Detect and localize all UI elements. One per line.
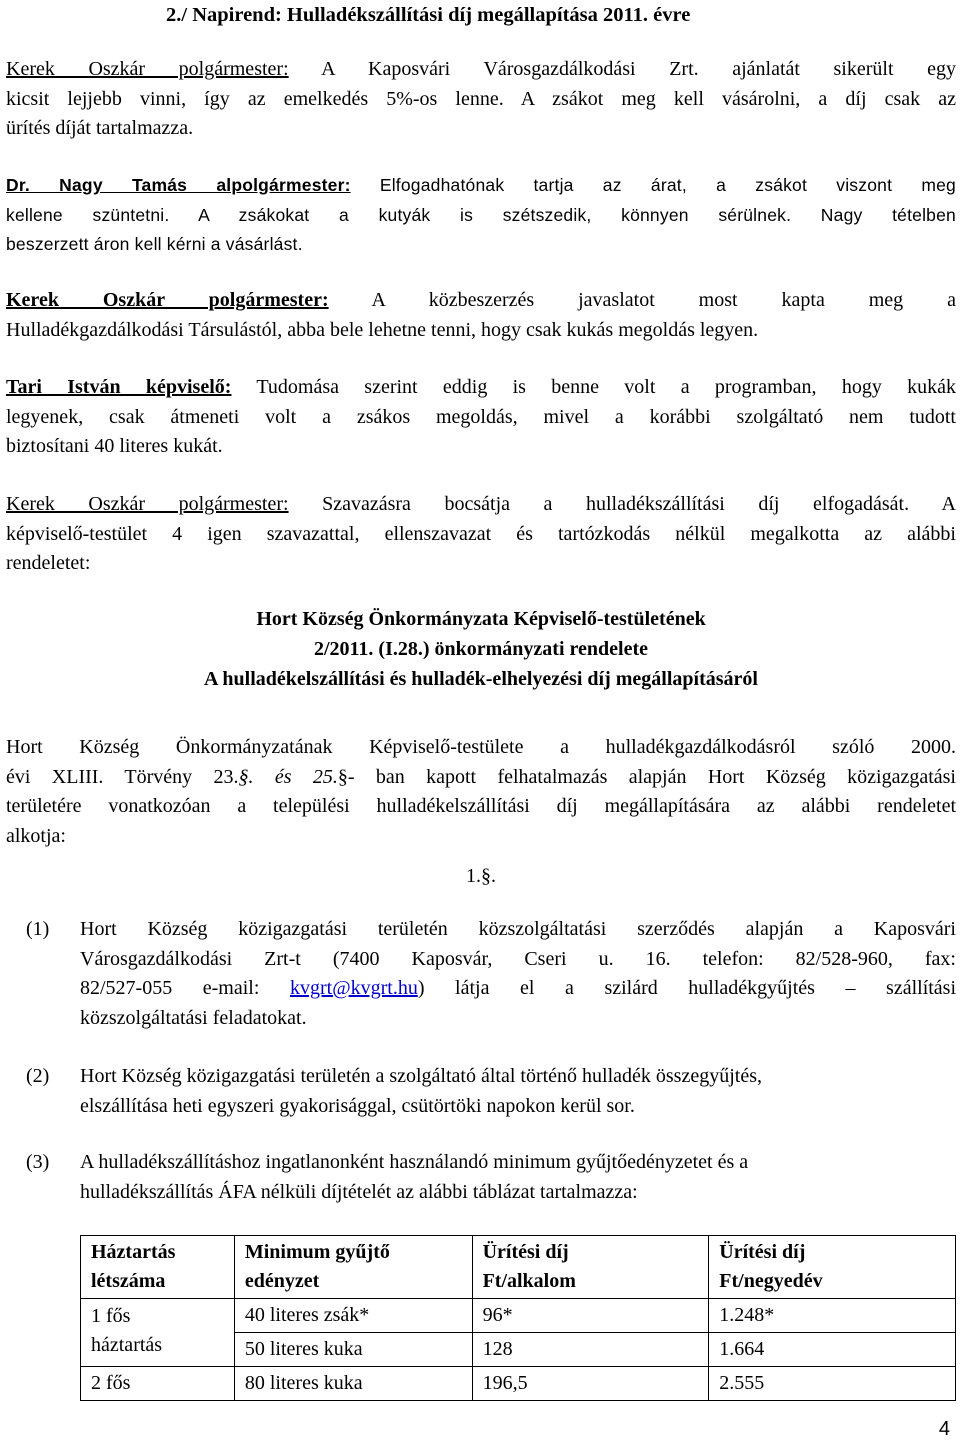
list-marker: (1) xyxy=(26,918,50,940)
paragraph-line xyxy=(6,373,956,403)
paragraph-line: A hulladékszállításhoz ingatlanonként használandó minimum gyűjtőedényzetet és a xyxy=(80,1151,749,1173)
paragraph-line: területére vonatkozóan a települési hulladékelszállítási díj megállapítására az alábbi rendeletet xyxy=(6,795,956,817)
preamble xyxy=(6,733,956,851)
column-header-line: Ft/negyedév xyxy=(719,1270,823,1292)
paragraph-text: 82/527-055 e-mail: xyxy=(80,977,260,999)
table-cell: 128 xyxy=(472,1333,709,1367)
fee-table xyxy=(80,1235,956,1401)
decree-subject: A hulladékelszállítási és hulladék-elhelyezési díj megállapításáról xyxy=(204,668,758,690)
paragraph-deputy-mayor xyxy=(6,171,956,260)
table-cell: 1.664 xyxy=(709,1333,956,1367)
paragraph-line xyxy=(6,55,956,85)
paragraph-line: beszerzett áron kell kérni a vásárlást. xyxy=(6,234,303,254)
column-header-line: Minimum gyűjtő xyxy=(244,1241,390,1263)
paragraph-line: legyenek, csak átmeneti volt a zsákos megoldás, mivel a korábbi szolgáltató nem tudott xyxy=(6,405,956,428)
paragraph-line: képviselő-testület 4 igen szavazattal, ellenszavazat és tartózkodás nélkül megalkotta az alábbi xyxy=(6,522,956,545)
table-cell: 1.248* xyxy=(709,1299,956,1333)
cell-line: háztartás xyxy=(91,1334,163,1356)
list-marker: (3) xyxy=(26,1151,50,1173)
agenda-heading: 2./ Napirend: Hulladékszállítási díj megállapítása 2011. évre xyxy=(166,4,691,26)
paragraph-mayor-3 xyxy=(6,490,956,579)
table-cell: 50 literes kuka xyxy=(234,1333,472,1367)
table-cell: 80 literes kuka xyxy=(234,1367,472,1401)
column-header-line: Háztartás xyxy=(91,1241,176,1263)
speaker-label: Dr. Nagy Tamás alpolgármester: xyxy=(6,175,351,195)
paragraph-line xyxy=(80,974,956,1004)
paragraph-line: kellene szüntetni. A zsákokat a kutyák is szétszedik, könnyen sérülnek. Nagy tételben xyxy=(6,204,956,225)
paragraph-line: biztosítani 40 literes kukát. xyxy=(6,435,223,457)
column-header xyxy=(81,1236,235,1299)
table-row xyxy=(81,1299,956,1333)
section-number: 1.§. xyxy=(466,865,496,887)
paragraph-text: §- ban kapott felhatalmazás alapján Hort Község közigazgatási xyxy=(337,765,956,788)
paragraph-line xyxy=(6,763,956,793)
page-number: 4 xyxy=(938,1418,950,1440)
list-marker: (2) xyxy=(26,1065,50,1087)
column-header xyxy=(472,1236,709,1299)
paragraph-line xyxy=(6,286,956,316)
paragraph-line: alkotja: xyxy=(6,824,66,847)
paragraph-representative xyxy=(6,373,956,462)
speaker-label: Kerek Oszkár polgármester: xyxy=(6,289,329,311)
speaker-label: Tari István képviselő: xyxy=(6,376,232,398)
paragraph-line: Hort Község közigazgatási területén a szolgáltató által történő hulladék összegyűjtés, xyxy=(80,1065,762,1087)
paragraph-text: Elfogadhatónak tartja az árat, a zsákot viszont meg xyxy=(379,175,956,195)
table-header-row xyxy=(81,1236,956,1299)
paragraph-text: évi XLIII. Törvény 23. xyxy=(6,765,239,788)
paragraph-text: A Kaposvári Városgazdálkodási Zrt. ajánlatát sikerült egy xyxy=(321,58,956,80)
list-item-body xyxy=(80,915,956,1033)
paragraph-text: Tudomása szerint eddig is benne volt a programban, hogy kukák xyxy=(256,376,956,398)
table-row xyxy=(81,1367,956,1401)
decree-title xyxy=(6,604,956,694)
speaker-label: Kerek Oszkár polgármester: xyxy=(6,58,289,80)
paragraph-line xyxy=(6,490,956,520)
column-header-line: Ürítési díj xyxy=(719,1241,806,1263)
list-item-body xyxy=(80,1148,956,1207)
column-header xyxy=(709,1236,956,1299)
paragraph-line: elszállítása heti egyszeri gyakorisággal, csütörtöki napokon kerül sor. xyxy=(80,1094,635,1117)
column-header xyxy=(234,1236,472,1299)
list-item-body xyxy=(80,1062,956,1121)
paragraph-line: ürítés díját tartalmazza. xyxy=(6,117,194,139)
table-cell: 40 literes zsák* xyxy=(234,1299,472,1333)
paragraph-mayor-2 xyxy=(6,286,956,345)
column-header-line: létszáma xyxy=(91,1270,166,1292)
table-cell: 196,5 xyxy=(472,1367,709,1401)
paragraph-text: A közbeszerzés javaslatot most kapta meg a xyxy=(371,289,956,311)
paragraph-text: Szavazásra bocsátja a hulladékszállítási díj elfogadását. A xyxy=(322,493,956,515)
paragraph-line: Városgazdálkodási Zrt-t (7400 Kaposvár, Cseri u. 16. telefon: 82/528-960, fax: xyxy=(80,947,956,970)
column-header-line: edényzet xyxy=(244,1270,320,1292)
decree-title-line: Hort Község Önkormányzata Képviselő-testületének xyxy=(256,608,706,630)
paragraph-line: hulladékszállítás ÁFA nélküli díjtételét az alábbi táblázat tartalmazza: xyxy=(80,1180,638,1203)
paragraph-line: Hulladékgazdálkodási Társulástól, abba bele lehetne tenni, hogy csak kukás megoldás legyen. xyxy=(6,318,759,341)
speaker-label: Kerek Oszkár polgármester: xyxy=(6,493,289,515)
paragraph-text: ) látja el a szilárd hulladékgyűjtés – szállítási xyxy=(417,977,957,999)
paragraph-line: Hort Község közigazgatási területén közszolgáltatási szerződés alapján a Kaposvári xyxy=(80,918,956,940)
column-header-line: Ürítési díj xyxy=(482,1241,569,1263)
decree-number: 2/2011. (I.28.) önkormányzati rendelete xyxy=(313,638,649,660)
table-cell: 96* xyxy=(472,1299,709,1333)
paragraph-line: Hort Község Önkormányzatának Képviselő-testülete a hulladékgazdálkodásról szóló 2000. xyxy=(6,736,956,758)
paragraph-mayor-1 xyxy=(6,55,956,144)
table-cell-household: 2 fős xyxy=(81,1367,235,1401)
email-link[interactable]: kvgrt@kvgrt.hu xyxy=(289,977,418,999)
paragraph-line: közszolgáltatási feladatokat. xyxy=(80,1006,307,1029)
column-header-line: Ft/alkalom xyxy=(482,1270,576,1292)
paragraph-line xyxy=(6,171,956,201)
table-cell-household xyxy=(81,1299,235,1367)
cell-line: 1 fős xyxy=(91,1305,131,1327)
paragraph-text-italic: §. és 25. xyxy=(238,765,338,788)
paragraph-line: rendeletet: xyxy=(6,552,91,574)
table-cell: 2.555 xyxy=(709,1367,956,1401)
paragraph-line: kicsit lejjebb vinni, így az emelkedés 5%-os lenne. A zsákot meg kell vásárolni, a díj csak az xyxy=(6,87,956,110)
